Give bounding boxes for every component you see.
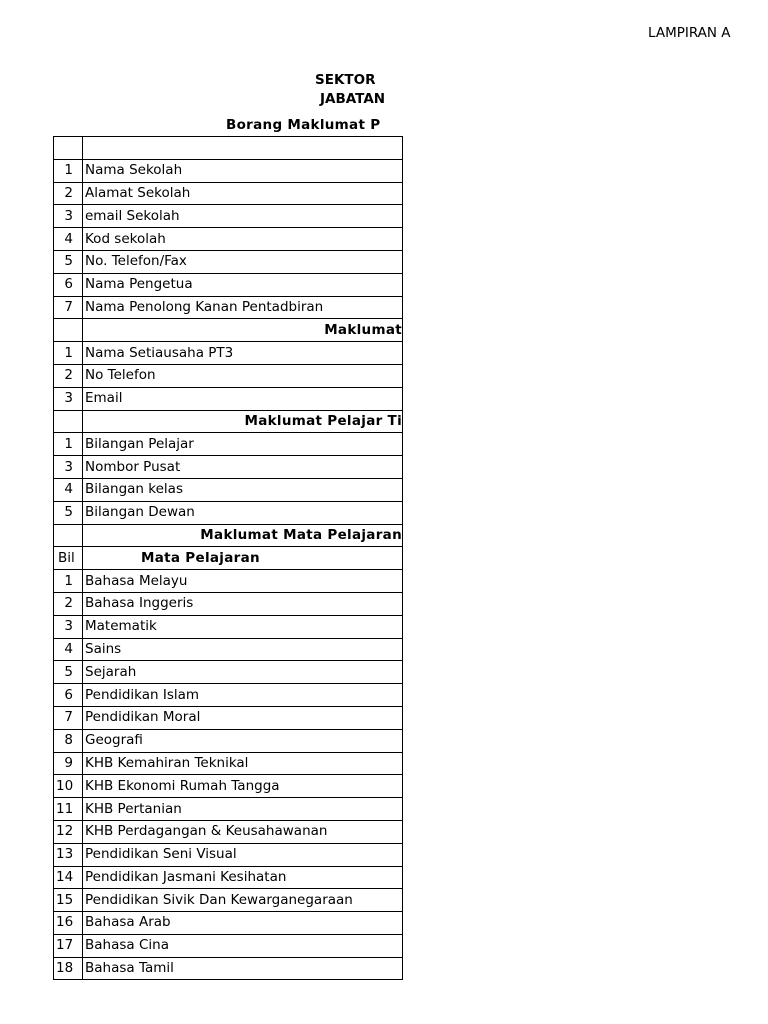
row-label: Email	[83, 387, 403, 410]
subject-header: Mata Pelajaran	[83, 547, 403, 570]
row-number: 18	[54, 957, 83, 980]
table-row	[54, 570, 403, 593]
table-row	[54, 205, 403, 228]
row-label: Sains	[83, 638, 403, 661]
table-row	[54, 820, 403, 843]
row-label: Geografi	[83, 729, 403, 752]
row-number: 1	[54, 433, 83, 456]
row-label: Bahasa Melayu	[83, 570, 403, 593]
row-number: 3	[54, 205, 83, 228]
row-number: 1	[54, 159, 83, 182]
row-label: Bilangan kelas	[83, 478, 403, 501]
table-row	[54, 364, 403, 387]
table-row	[54, 706, 403, 729]
row-number: 17	[54, 934, 83, 957]
table-row	[54, 228, 403, 251]
row-label: Bahasa Cina	[83, 934, 403, 957]
section-maklumat-setiausaha	[54, 319, 403, 342]
row-number: 16	[54, 912, 83, 935]
row-number: 2	[54, 364, 83, 387]
table-row	[54, 775, 403, 798]
row-label: No Telefon	[83, 364, 403, 387]
table-row	[54, 752, 403, 775]
row-number: 9	[54, 752, 83, 775]
table-row	[54, 843, 403, 866]
row-number: 3	[54, 387, 83, 410]
row-number: 4	[54, 638, 83, 661]
row-label: Bahasa Arab	[83, 912, 403, 935]
row-label: Pendidikan Islam	[83, 684, 403, 707]
row-number: 2	[54, 592, 83, 615]
row-label: Pendidikan Sivik Dan Kewarganegaraan	[83, 889, 403, 912]
row-label: Alamat Sekolah	[83, 182, 403, 205]
row-number: 15	[54, 889, 83, 912]
row-number: 6	[54, 684, 83, 707]
table-row	[54, 798, 403, 821]
table-row	[54, 729, 403, 752]
row-label: Bilangan Dewan	[83, 501, 403, 524]
row-number: 11	[54, 798, 83, 821]
table-row	[54, 273, 403, 296]
form-title: Borang Maklumat P	[226, 117, 381, 133]
row-label: Pendidikan Moral	[83, 706, 403, 729]
row-label: Pendidikan Seni Visual	[83, 843, 403, 866]
table-row	[54, 889, 403, 912]
row-label: email Sekolah	[83, 205, 403, 228]
table-row	[54, 296, 403, 319]
table-row	[54, 478, 403, 501]
table-row	[54, 912, 403, 935]
row-number: 6	[54, 273, 83, 296]
header-jabatan: JABATAN	[320, 91, 386, 107]
row-label: KHB Ekonomi Rumah Tangga	[83, 775, 403, 798]
subject-header-row	[54, 547, 403, 570]
row-label: Pendidikan Jasmani Kesihatan	[83, 866, 403, 889]
row-number: 4	[54, 478, 83, 501]
table-row	[54, 661, 403, 684]
row-number: 12	[54, 820, 83, 843]
row-label: Nama Setiausaha PT3	[83, 342, 403, 365]
form-table	[53, 136, 403, 980]
table-row	[54, 501, 403, 524]
row-label: Nama Sekolah	[83, 159, 403, 182]
header-sektor: SEKTOR	[315, 72, 376, 88]
row-number: 5	[54, 661, 83, 684]
row-number: 4	[54, 228, 83, 251]
table-row	[54, 615, 403, 638]
row-number: 5	[54, 501, 83, 524]
row-number	[54, 410, 83, 433]
table-header-row	[54, 137, 403, 160]
row-label: Bahasa Inggeris	[83, 592, 403, 615]
row-number	[54, 319, 83, 342]
row-label: Sejarah	[83, 661, 403, 684]
row-number: 1	[54, 342, 83, 365]
table-row	[54, 159, 403, 182]
section-title: Maklumat Mata Pelajaran	[83, 524, 403, 547]
row-label	[83, 137, 403, 160]
row-number: 14	[54, 866, 83, 889]
table-row	[54, 342, 403, 365]
row-number: 7	[54, 706, 83, 729]
row-label: KHB Perdagangan & Keusahawanan	[83, 820, 403, 843]
row-number	[54, 137, 83, 160]
table-row	[54, 957, 403, 980]
row-number: 8	[54, 729, 83, 752]
row-number: 13	[54, 843, 83, 866]
table-row	[54, 592, 403, 615]
row-number: 3	[54, 456, 83, 479]
table-row	[54, 387, 403, 410]
row-number: 7	[54, 296, 83, 319]
row-label: Bahasa Tamil	[83, 957, 403, 980]
row-label: KHB Pertanian	[83, 798, 403, 821]
section-title: Maklumat Pelajar Ti	[83, 410, 403, 433]
table-row	[54, 638, 403, 661]
row-label: Nama Pengetua	[83, 273, 403, 296]
table-row	[54, 456, 403, 479]
row-label: Kod sekolah	[83, 228, 403, 251]
lampiran-label: LAMPIRAN A	[648, 25, 731, 41]
row-number	[54, 524, 83, 547]
row-number: 3	[54, 615, 83, 638]
table-row	[54, 934, 403, 957]
section-title: Maklumat	[83, 319, 403, 342]
section-maklumat-mata-pelajaran	[54, 524, 403, 547]
row-number: 5	[54, 250, 83, 273]
row-label: Bilangan Pelajar	[83, 433, 403, 456]
row-label: Matematik	[83, 615, 403, 638]
row-label: No. Telefon/Fax	[83, 250, 403, 273]
bil-header: Bil	[54, 547, 83, 570]
row-label: KHB Kemahiran Teknikal	[83, 752, 403, 775]
row-label: Nama Penolong Kanan Pentadbiran	[83, 296, 403, 319]
table-row	[54, 182, 403, 205]
section-maklumat-pelajar	[54, 410, 403, 433]
row-number: 2	[54, 182, 83, 205]
table-row	[54, 250, 403, 273]
row-label: Nombor Pusat	[83, 456, 403, 479]
row-number: 10	[54, 775, 83, 798]
table-row	[54, 433, 403, 456]
table-row	[54, 866, 403, 889]
table-row	[54, 684, 403, 707]
row-number: 1	[54, 570, 83, 593]
